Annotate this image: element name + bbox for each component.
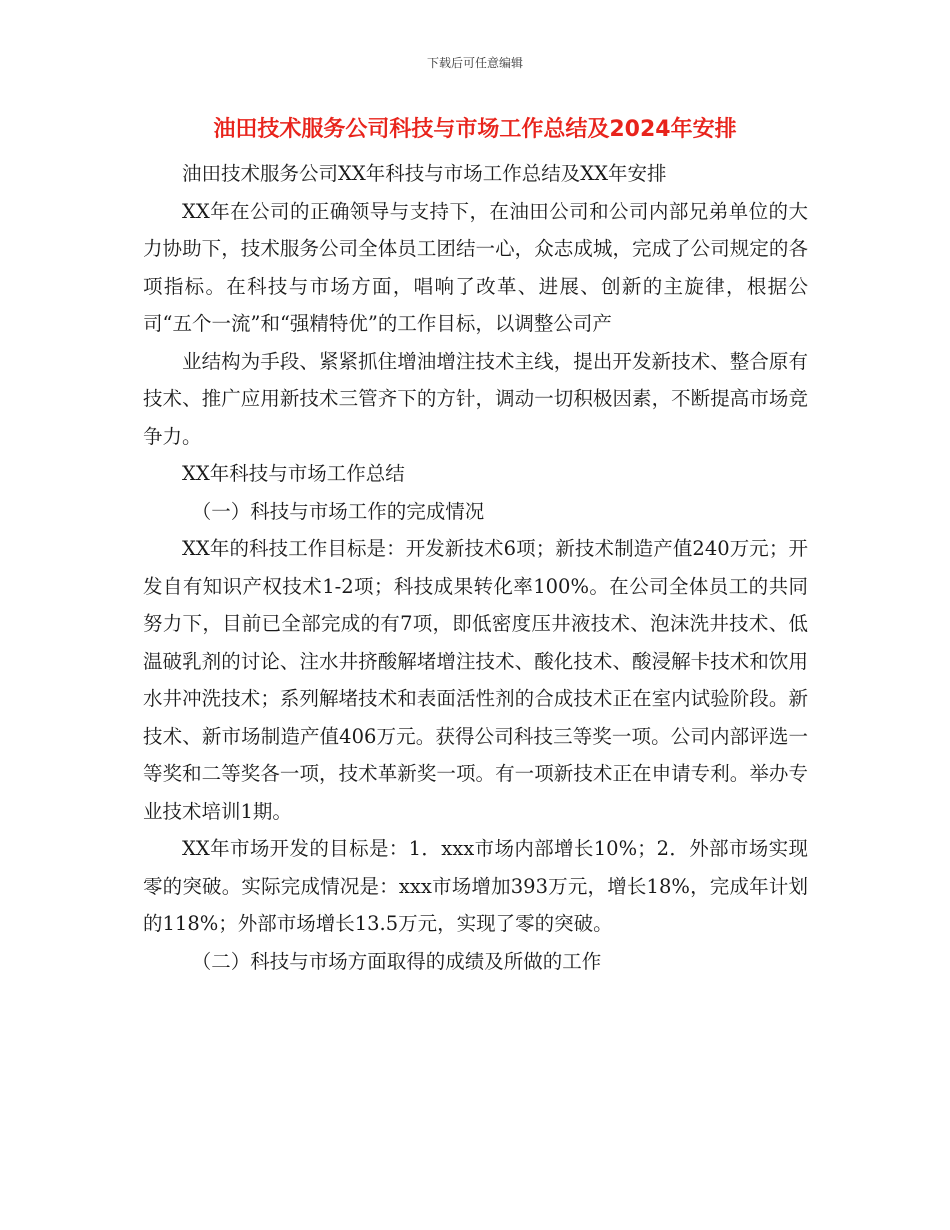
paragraph-market-goals: XX年市场开发的目标是：1．xxx市场内部增长10%；2．外部市场实现零的突破。实际完成情况是：xxx市场增加393万元，增长18%，完成年计划的118%；外部市场增长13.5万元，实现了零的突破。 — [143, 837, 808, 935]
paragraph-subtitle: 油田技术服务公司XX年科技与市场工作总结及XX年安排 — [182, 162, 667, 185]
subsection-heading-achievements: （二）科技与市场方面取得的成绩及所做的工作 — [191, 949, 602, 973]
paragraph-intro: XX年在公司的正确领导与支持下，在油田公司和公司内部兄弟单位的大力协助下，技术服务公司全体员工团结一心，众志成城，完成了公司规定的各项指标。在科技与市场方面，唱响了改革、进展、创新的主旋律，根据公司“五个一流”和“强精特优”的工作目标，以调整公司产 — [143, 199, 808, 335]
section-heading-summary: XX年科技与市场工作总结 — [182, 462, 405, 485]
page-header: 下载后可任意编辑 — [426, 56, 523, 70]
document-title: 油田技术服务公司科技与市场工作总结及2024年安排 — [213, 117, 737, 142]
paragraph-intro-continued: 业结构为手段、紧紧抓住增油增注技术主线，提出开发新技术、整合原有技术、推广应用新技术三管齐下的方针，调动一切积极因素，不断提高市场竞争力。 — [143, 349, 808, 448]
document-body — [143, 155, 808, 980]
paragraph-tech-goals: XX年的科技工作目标是：开发新技术6项；新技术制造产值240万元；开发自有知识产权技术1-2项；科技成果转化率100%。在公司全体员工的共同努力下，目前已全部完成的有7项，即低密度压井液技术、泡沫洗井技术、低温破乳剂的讨论、注水井挤酸解堵增注技术、酸化技术、酸浸解卡技术和饮用水井冲洗技术；系列解堵技术和表面活性剂的合成技术正在室内试验阶段。新技术、新市场制造产值406万元。获得公司科技三等奖一项。公司内部评选一等奖和二等奖各一项，技术革新奖一项。有一项新技术正在申请专利。举办专业技术培训1期。 — [143, 537, 808, 823]
subsection-heading-completion: （一）科技与市场工作的完成情况 — [191, 499, 485, 523]
